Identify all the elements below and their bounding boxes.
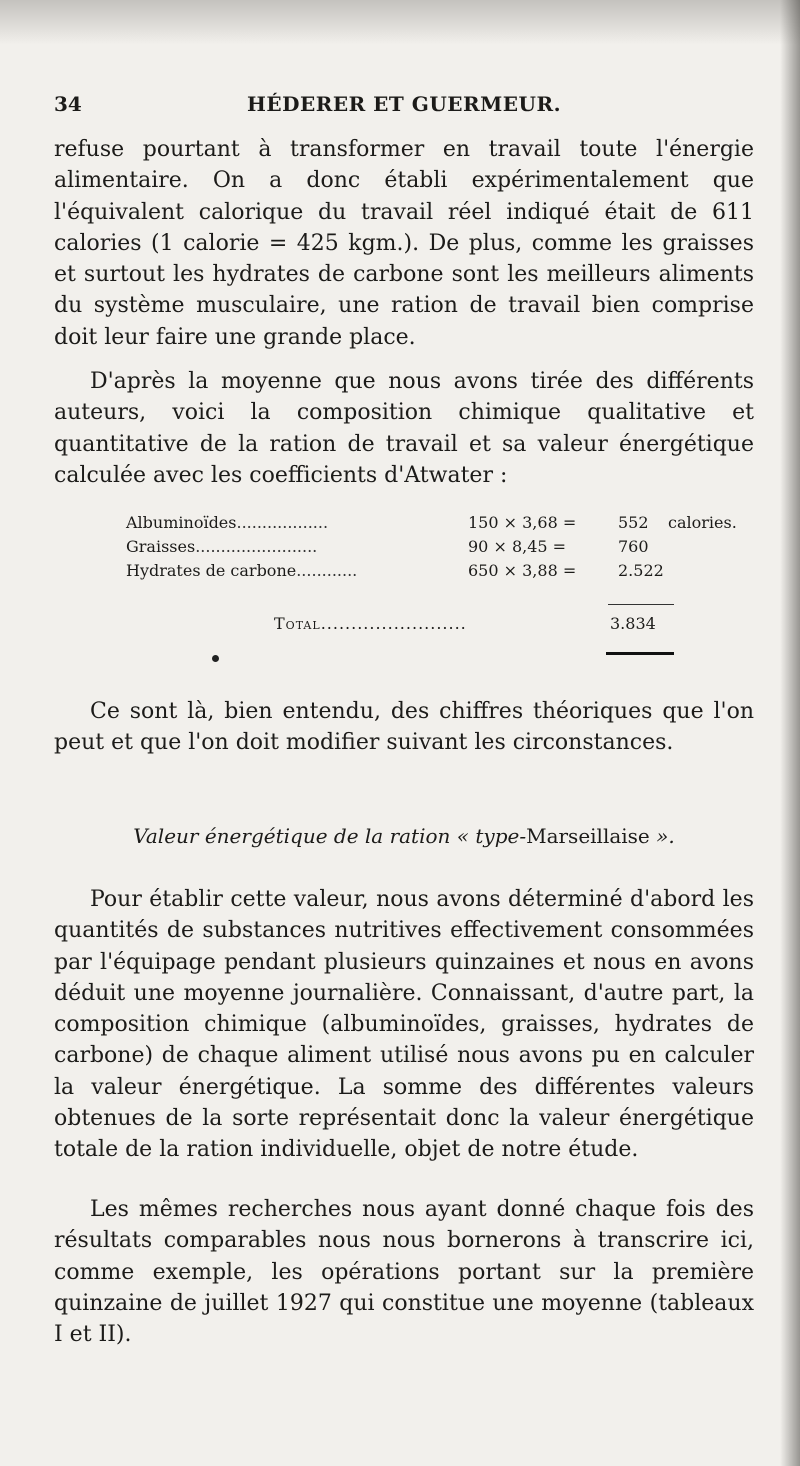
paragraph-1: refuse pourtant à transformer en travail toute l'énergie alimentaire. On a donc établi expérimentalement que l'équivalent calorique du travail réel indiqué était de 611 calories (1 calorie = 425 kgm.). De plus, comme les graisses et surtout les hydrates de carbone sont les meilleurs aliments du système musculaire, une ration de travail bien comprise doit leur faire une grande place. [54,137,754,350]
ink-dot [212,655,219,662]
subheading-closing: ». [649,824,675,848]
table-row [126,532,754,556]
total-underline [606,652,674,655]
subheading-upright: Marseillaise [526,824,650,848]
row-label: Graisses........................ [126,537,318,556]
row-result: 760 [618,537,649,556]
row-unit [668,556,754,580]
total-label: Total........................ [274,614,467,633]
subheading-italic: Valeur énergétique de la ration « type- [133,824,527,848]
row-unit: calories. [668,513,737,532]
row-calc: 650 × 3,88 = [468,561,577,580]
paragraph-4: Pour établir cette valeur, nous avons déterminé d'abord les quantités de substances nutritives effectivement consommées par l'équipage pendant plusieurs quinzaines et nous en avons déduit une moyenne journalière. Connaissant, d'autre part, la composition chimique (albuminoïdes, graisses, hydrates de carbone) de chaque aliment utilisé nous avons pu en calculer la valeur énergétique. La somme des différentes valeurs obtenues de la sorte représentait donc la valeur énergétique totale de la ration individuelle, objet de notre étude. [54,887,754,1163]
row-result: 552 [618,513,649,532]
sum-rule [608,604,674,605]
row-label: Hydrates de carbone............ [126,561,358,580]
page-header [54,92,754,118]
row-label: Albuminoïdes.................. [126,513,329,532]
row-calc: 90 × 8,45 = [468,537,567,556]
table-row [126,556,754,580]
running-title: HÉDERER ET GUERMEUR. [246,92,562,116]
row-calc: 150 × 3,68 = [468,513,577,532]
table-row [126,508,754,532]
row-unit [668,532,754,556]
ration-calculation-table [126,508,754,580]
total-value: 3.834 [610,614,656,633]
paragraph-5: Les mêmes recherches nous ayant donné chaque fois des résultats comparables nous nous bornerons à transcrire ici, comme exemple, les opérations portant sur la première quinzaine de juillet 1927 qui constitue une moyenne (tableaux I et II). [54,1197,754,1348]
section-subheading [54,824,754,848]
paragraph-3: Ce sont là, bien entendu, des chiffres théoriques que l'on peut et que l'on doit modifier suivant les circonstances. [54,699,754,756]
total-row [274,614,694,638]
page-number: 34 [54,92,82,116]
scan-top-shadow [0,0,800,45]
scan-edge-shadow [780,0,800,1466]
paragraph-2: D'après la moyenne que nous avons tirée des différents auteurs, voici la composition chimique qualitative et quantitative de la ration de travail et sa valeur énergétique calculée avec les coefficients d'Atwater : [54,369,754,488]
row-result: 2.522 [618,561,664,580]
